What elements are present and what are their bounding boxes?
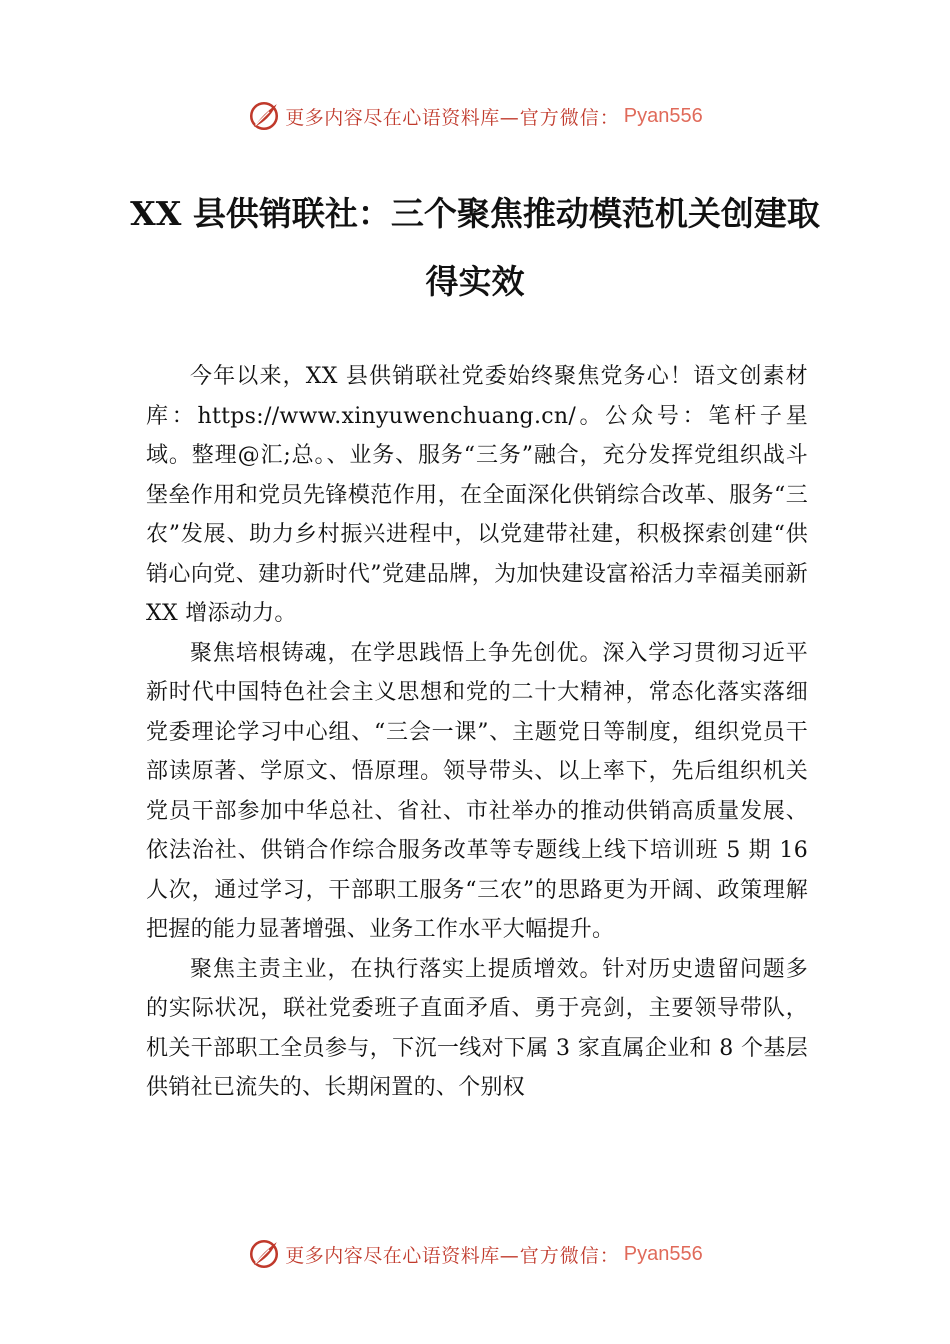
banner-main-text: 更多内容尽在心语资料库 (285, 1244, 500, 1267)
footer-watermark-banner (0, 1232, 950, 1276)
paragraph-study: 聚焦培根铸魂，在学思践悟上争先创优。深入学习贯彻习近平新时代中国特色社会主义思想和党的二十大精神，常态化落实落细党委理论学习中心组、“三会一课”、主题党日等制度，组织党员干部读原著、学原文、悟原理。领导带头、以上率下，先后组织机关党员干部参加中华总社、省社、市社举办的推动供销高质量发展、依法治社、供销合作综合服务改革等专题线上线下培训班 5 期 16 人次，通过学习，干部职工服务“三农”的思路更为开阔、政策理解把握的能力显著增强、业务工作水平大幅提升。 (146, 640, 808, 942)
banner-main-text: 更多内容尽在心语资料库 (285, 106, 500, 129)
document-body (146, 357, 808, 1108)
header-watermark-banner (0, 94, 950, 138)
document-title: XX 县供销联社：三个聚焦推动模范机关创建取得实效 (130, 194, 820, 301)
paragraph-responsibility: 聚焦主责主业，在执行落实上提质增效。针对历史遗留问题多的实际状况，联社党委班子直面矛盾、勇于亮剑，主要领导带队，机关干部职工全员参与，下沉一线对下属 3 家直属企业和 8 个基层供销社已流失的、长期闲置的、个别权 (146, 956, 808, 1100)
paragraph-intro: 今年以来，XX 县供销联社党委始终聚焦党务心！语文创素材库：https://www.xinyuwenchuang.cn/。公众号：笔杆子星域。整理@汇;总。、业务、服务“三务”融合，充分发挥党组织战斗堡垒作用和党员先锋模范作用，在全面深化供销综合改革、服务“三农”发展、助力乡村振兴进程中，以党建带社建，积极探索创建“供销心向党、建功新时代”党建品牌，为加快建设富裕活力幸福美丽新 XX 增添动力。 (146, 364, 808, 626)
banner-sub-text: —官方微信： (499, 106, 620, 129)
banner-wechat-id: Pyan556 (623, 104, 703, 127)
banner-sub-text: —官方微信： (499, 1244, 620, 1267)
quill-logo-icon (247, 1237, 281, 1271)
banner-wechat-id: Pyan556 (623, 1242, 703, 1265)
quill-logo-icon (247, 99, 281, 133)
